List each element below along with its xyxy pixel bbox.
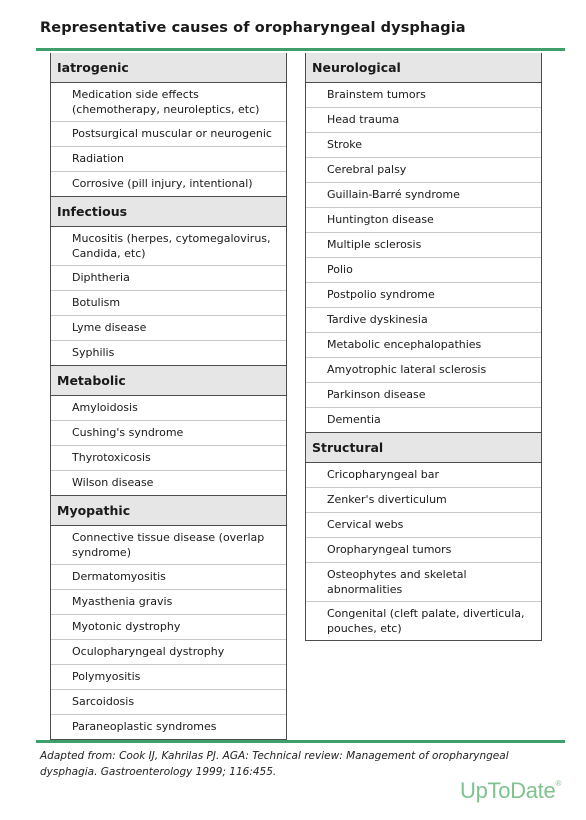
category-header: Iatrogenic [51, 53, 286, 83]
cause-item: Syphilis [72, 346, 115, 359]
category-group [51, 196, 286, 365]
cause-item: Paraneoplastic syndromes [72, 720, 217, 733]
cause-item: Cerebral palsy [306, 158, 541, 183]
cause-item: Radiation [51, 147, 286, 172]
category-header: Structural [306, 432, 541, 463]
cause-item: Osteophytes and skeletal abnormalities [306, 563, 541, 602]
cause-item: Cricopharyngeal bar [306, 463, 541, 488]
cause-item: Metabolic encephalopathies [306, 333, 541, 358]
cause-item: Zenker's diverticulum [306, 488, 541, 513]
cause-item: Polymyositis [51, 665, 286, 690]
right-column [305, 53, 542, 641]
category-group [306, 432, 541, 640]
cause-item: Diphtheria [51, 266, 286, 291]
category-group [51, 365, 286, 495]
cause-item: Tardive dyskinesia [306, 308, 541, 333]
uptodate-logo [460, 778, 561, 804]
cause-item: Wilson disease [72, 476, 154, 489]
left-column [50, 53, 287, 740]
cause-item: Thyrotoxicosis [51, 446, 286, 471]
category-header: Neurological [306, 53, 541, 83]
cause-item: Stroke [306, 133, 541, 158]
cause-item: Botulism [51, 291, 286, 316]
cause-item: Guillain-Barré syndrome [306, 183, 541, 208]
cause-item: Amyloidosis [51, 396, 286, 421]
cause-item: Brainstem tumors [306, 83, 541, 108]
cause-item: Postpolio syndrome [306, 283, 541, 308]
cause-item: Myotonic dystrophy [51, 615, 286, 640]
registered-mark: ® [555, 779, 562, 788]
cause-item: Oropharyngeal tumors [306, 538, 541, 563]
cause-item: Multiple sclerosis [306, 233, 541, 258]
category-header: Infectious [51, 196, 286, 227]
cause-item: Congenital (cleft palate, diverticula, pouches, etc) [327, 607, 525, 635]
bottom-divider [36, 740, 565, 743]
cause-item: Mucositis (herpes, cytomegalovirus, Candida, etc) [51, 227, 286, 266]
cause-item: Cushing's syndrome [51, 421, 286, 446]
cause-item: Amyotrophic lateral sclerosis [306, 358, 541, 383]
cause-item: Sarcoidosis [51, 690, 286, 715]
category-header: Metabolic [51, 365, 286, 396]
cause-item: Dermatomyositis [51, 565, 286, 590]
category-group [51, 53, 286, 196]
category-group [306, 53, 541, 432]
cause-item: Corrosive (pill injury, intentional) [72, 177, 253, 190]
logo-text: UpToDate [460, 778, 556, 803]
cause-item: Dementia [327, 413, 381, 426]
cause-item: Cervical webs [306, 513, 541, 538]
top-divider [36, 48, 565, 51]
cause-item: Parkinson disease [306, 383, 541, 408]
category-group [51, 495, 286, 739]
category-header: Myopathic [51, 495, 286, 526]
cause-item: Myasthenia gravis [51, 590, 286, 615]
cause-item: Huntington disease [306, 208, 541, 233]
cause-item: Connective tissue disease (overlap syndrome) [51, 526, 286, 565]
cause-item: Oculopharyngeal dystrophy [51, 640, 286, 665]
page-title: Representative causes of oropharyngeal dysphagia [40, 20, 466, 36]
cause-item: Polio [306, 258, 541, 283]
cause-item: Postsurgical muscular or neurogenic [51, 122, 286, 147]
cause-item: Lyme disease [51, 316, 286, 341]
cause-item: Medication side effects (chemotherapy, neuroleptics, etc) [51, 83, 286, 122]
footnote: Adapted from: Cook IJ, Kahrilas PJ. AGA: Technical review: Management of oropharyngeal dysphagia. Gastroenterology 1999; 116:455. [40, 750, 509, 778]
cause-item: Head trauma [306, 108, 541, 133]
